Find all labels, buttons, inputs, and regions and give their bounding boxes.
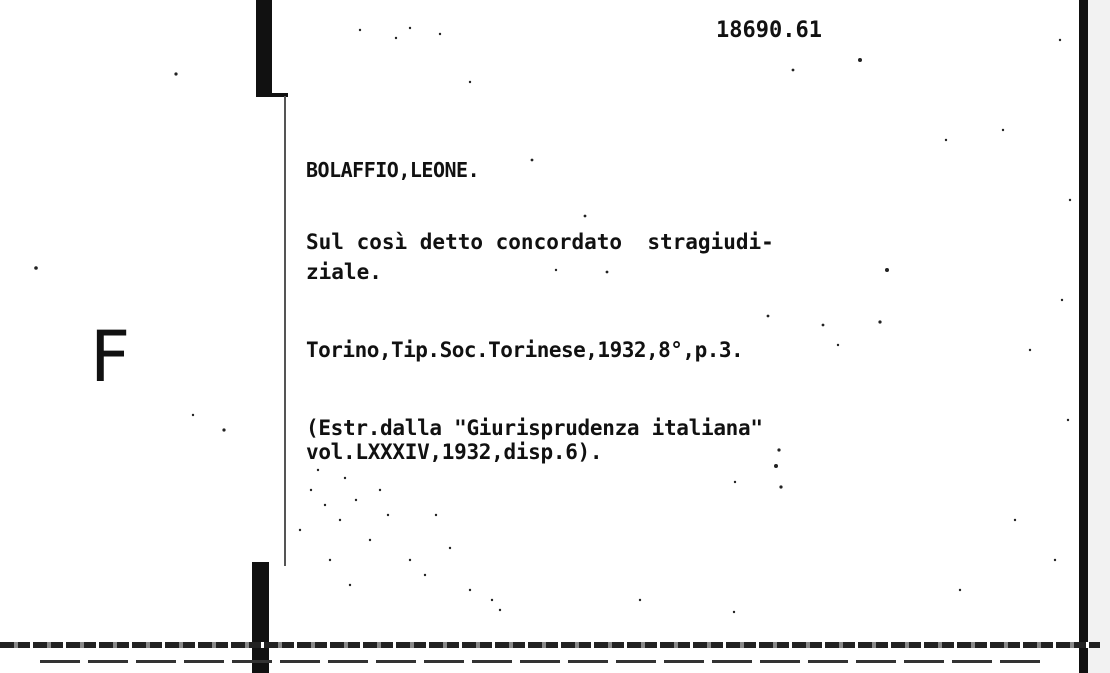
margin-letter: F (90, 316, 131, 398)
series-note-line-1: (Estr.dalla "Giurisprudenza italiana" (306, 416, 763, 440)
card-bottom-border (0, 642, 1100, 648)
scan-edge (1088, 0, 1110, 673)
card-right-border (1079, 0, 1088, 673)
title-line-2: ziale. (306, 260, 382, 284)
imprint-line: Torino,Tip.Soc.Torinese,1932,8°,p.3. (306, 338, 744, 362)
author-heading: BOLAFFIO,LEONE. (306, 158, 480, 182)
card-binding-bar-top (256, 0, 272, 96)
card-binding-bar-bottom (252, 562, 269, 673)
call-number: 18690.61 (716, 18, 822, 43)
card-margin-rule (284, 96, 286, 566)
series-note-line-2: vol.LXXXIV,1932,disp.6). (306, 440, 603, 464)
card-bottom-border-secondary (40, 660, 1040, 663)
title-line-1: Sul così detto concordato stragiudi- (306, 230, 774, 254)
